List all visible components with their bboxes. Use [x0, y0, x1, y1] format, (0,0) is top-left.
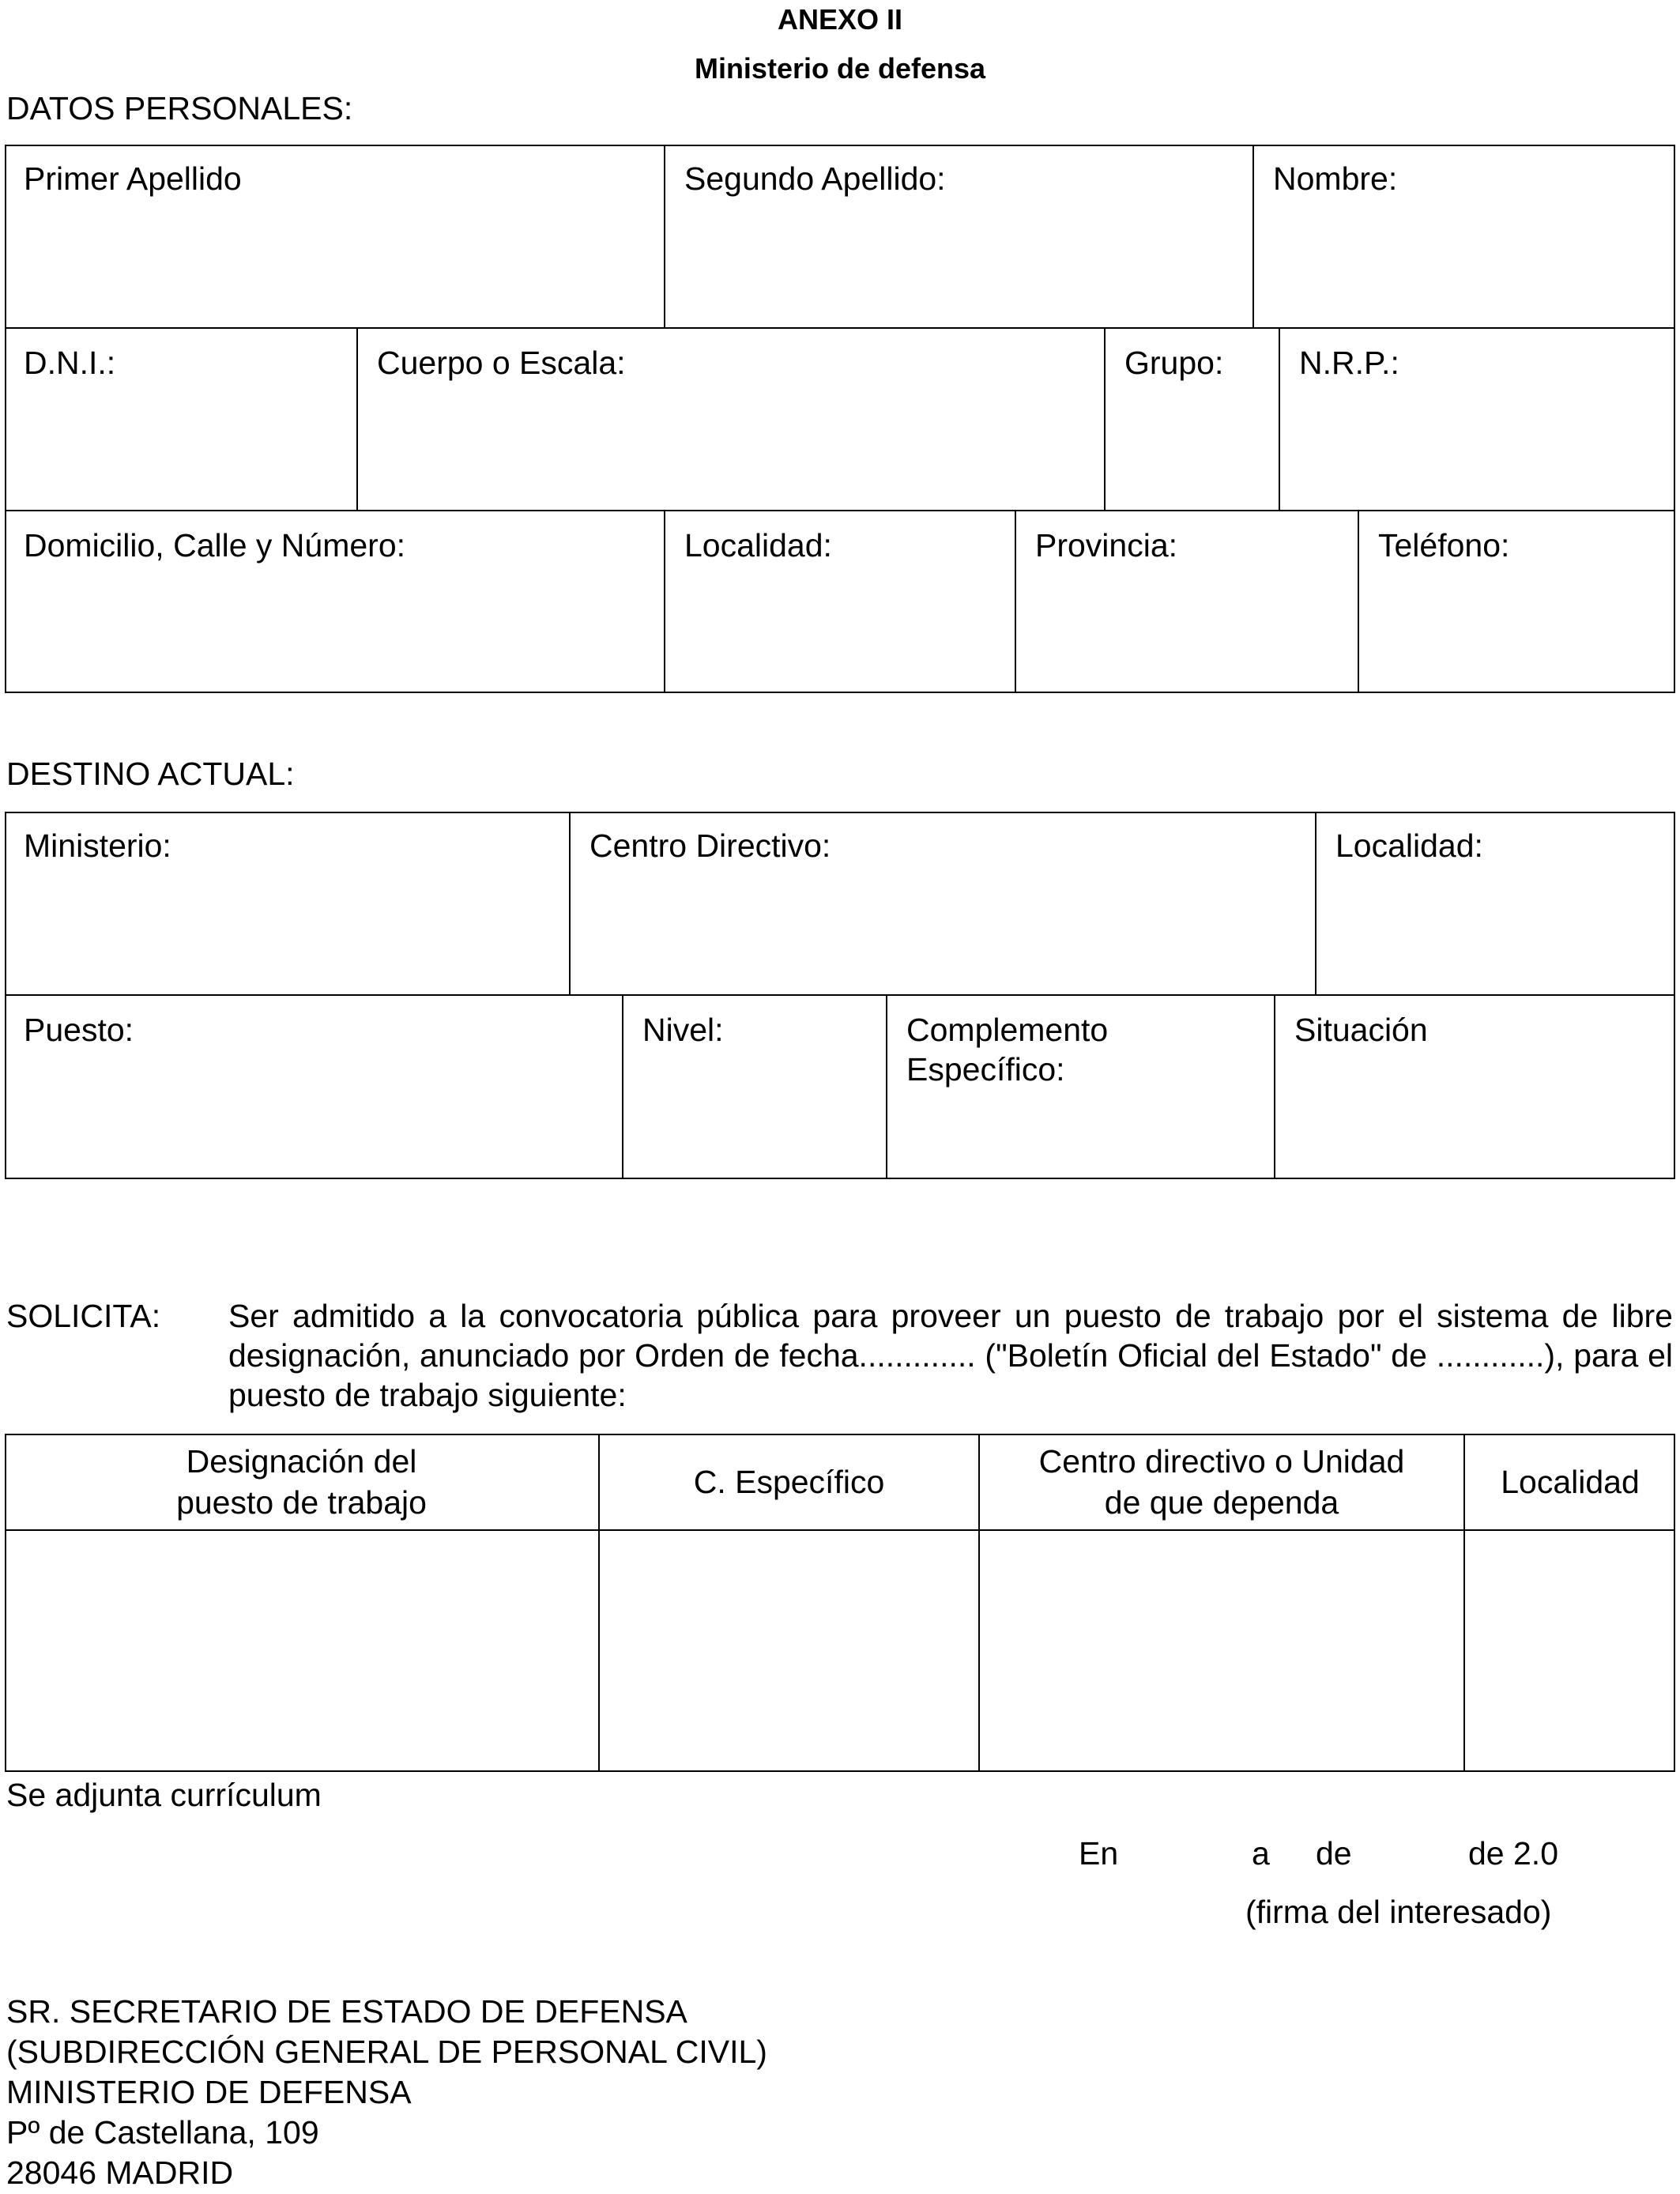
- field-puesto[interactable]: [5, 994, 622, 1179]
- personal-data-heading: DATOS PERSONALES:: [6, 90, 353, 126]
- table-cell-c-especifico[interactable]: [598, 1529, 978, 1772]
- field-label: Localidad:: [1335, 827, 1483, 864]
- solicita-text: Ser admitido a la convocatoria pública para proveer un puesto de trabajo por el sistema de libre designación, anunciado por Orden de fecha............. ("Boletín Oficial del Estado" de ............), para el puesto de trabajo siguiente:: [228, 1298, 1673, 1413]
- field-localidad[interactable]: [664, 510, 1015, 693]
- field-label: D.N.I.:: [24, 345, 116, 381]
- col-header-label: Centro directivo o Unidad de que dependa: [1038, 1442, 1405, 1521]
- field-label: Nivel:: [642, 1012, 724, 1048]
- field-label: Complemento Específico:: [906, 1012, 1109, 1088]
- address-line: MINISTERIO DE DEFENSA: [6, 2074, 412, 2110]
- field-label: Situación: [1294, 1012, 1428, 1048]
- field-label: Centro Directivo:: [590, 827, 831, 864]
- curriculum-note: Se adjunta currículum: [6, 1777, 322, 1813]
- date-year: de 2.0: [1468, 1835, 1558, 1872]
- field-label: Puesto:: [24, 1012, 134, 1048]
- field-nivel[interactable]: [622, 994, 886, 1179]
- field-provincia[interactable]: [1015, 510, 1358, 693]
- field-label: Teléfono:: [1378, 527, 1510, 564]
- job-request-table: [5, 1434, 1675, 1772]
- field-cuerpo-escala[interactable]: [356, 327, 1104, 510]
- address-line: (SUBDIRECCIÓN GENERAL DE PERSONAL CIVIL): [6, 2034, 767, 2070]
- col-header-label: C. Específico: [693, 1463, 885, 1500]
- date-en: En: [1079, 1835, 1119, 1872]
- col-header-label: Designación del puesto de trabajo: [176, 1442, 427, 1521]
- address-line: Pº de Castellana, 109: [6, 2114, 319, 2151]
- signature-caption: (firma del interesado): [1245, 1894, 1552, 1930]
- col-header-designacion: [5, 1434, 598, 1529]
- field-label: Provincia:: [1035, 527, 1178, 564]
- field-label: Segundo Apellido:: [684, 160, 946, 197]
- current-post-heading: DESTINO ACTUAL:: [6, 756, 295, 792]
- address-line: 28046 MADRID: [6, 2154, 234, 2191]
- field-centro-directivo[interactable]: [569, 812, 1315, 996]
- field-segundo-apellido[interactable]: [664, 145, 1252, 329]
- address-line: SR. SECRETARIO DE ESTADO DE DEFENSA: [6, 1993, 687, 2030]
- field-situacion[interactable]: [1274, 994, 1675, 1179]
- field-label: Ministerio:: [24, 827, 171, 864]
- current-post-table: [5, 812, 1675, 1179]
- col-header-localidad: [1463, 1434, 1675, 1529]
- col-header-centro-directivo: [978, 1434, 1463, 1529]
- table-cell-designacion[interactable]: [5, 1529, 598, 1772]
- field-localidad-destino[interactable]: [1315, 812, 1675, 996]
- field-nombre[interactable]: [1252, 145, 1675, 329]
- field-dni[interactable]: [5, 327, 356, 510]
- field-telefono[interactable]: [1358, 510, 1675, 693]
- field-domicilio[interactable]: [5, 510, 664, 693]
- field-label: Grupo:: [1124, 345, 1224, 381]
- col-header-c-especifico: [598, 1434, 978, 1529]
- field-label: Primer Apellido: [24, 160, 242, 197]
- field-primer-apellido[interactable]: [5, 145, 664, 329]
- field-label: Nombre:: [1273, 160, 1398, 197]
- field-grupo[interactable]: [1104, 327, 1279, 510]
- date-a: a: [1252, 1835, 1270, 1872]
- field-label: Localidad:: [684, 527, 832, 564]
- table-cell-centro-directivo[interactable]: [978, 1529, 1463, 1772]
- field-ministerio[interactable]: [5, 812, 569, 996]
- ministry-subtitle: Ministerio de defensa: [694, 52, 986, 85]
- field-label: Domicilio, Calle y Número:: [24, 527, 406, 564]
- personal-data-table: [5, 145, 1675, 693]
- date-de: de: [1316, 1835, 1352, 1872]
- field-complemento-especifico[interactable]: [886, 994, 1274, 1179]
- col-header-label: Localidad: [1501, 1463, 1640, 1500]
- field-label: N.R.P.:: [1299, 345, 1399, 381]
- solicita-label: SOLICITA:: [6, 1298, 161, 1334]
- table-cell-localidad[interactable]: [1463, 1529, 1675, 1772]
- field-label: Cuerpo o Escala:: [377, 345, 626, 381]
- field-nrp[interactable]: [1279, 327, 1675, 510]
- annex-title: ANEXO II: [777, 3, 903, 36]
